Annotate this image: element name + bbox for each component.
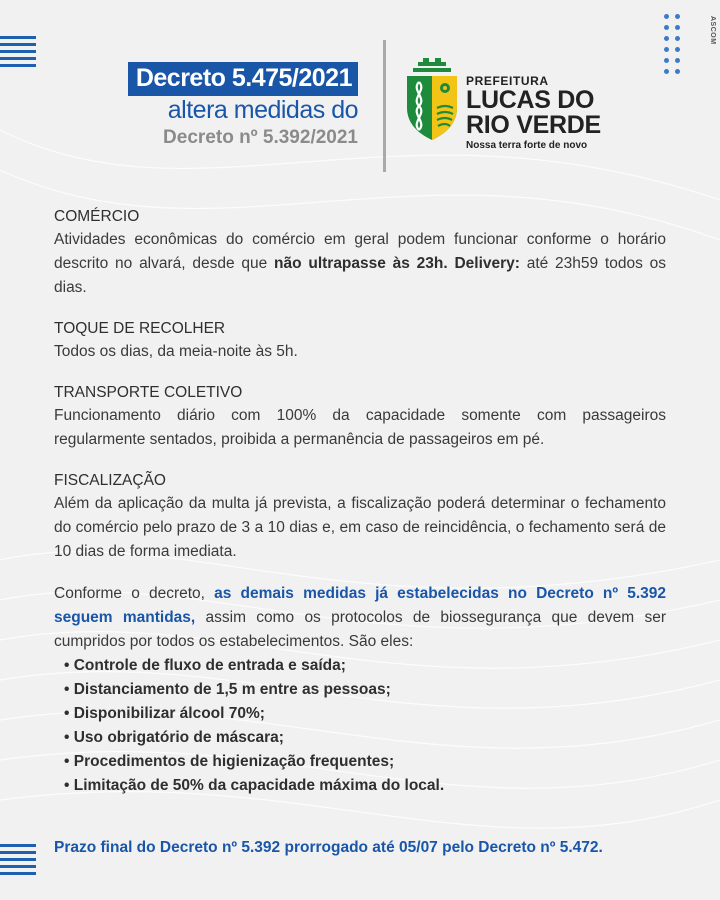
city-shield-logo [405, 58, 459, 142]
decree-content [54, 206, 666, 798]
list-item: • Limitação de 50% da capacidade máxima do local. [64, 774, 666, 798]
decor-stripes-top [0, 36, 36, 71]
list-item: • Distanciamento de 1,5 m entre as pessoas; [64, 678, 666, 702]
section-comercio [54, 206, 666, 300]
section-title: FISCALIZAÇÃO [54, 472, 166, 489]
list-item: • Controle de fluxo de entrada e saída; [64, 654, 666, 678]
highlight-text: as demais medidas já estabelecidas no Decreto nº 5.392 seguem mantidas, [54, 585, 666, 626]
text-bold-part: não ultrapasse às 23h. Delivery: [274, 255, 520, 272]
deadline-note: Prazo final do Decreto nº 5.392 prorrogado até 05/07 pelo Decreto nº 5.472. [54, 839, 603, 856]
decree-reference: Decreto nº 5.392/2021 [163, 127, 358, 148]
decree-header [78, 62, 358, 149]
decree-subtitle: altera medidas do [167, 96, 358, 124]
ascom-label: ASCOM [709, 16, 716, 45]
header-divider [383, 40, 386, 172]
list-item: • Uso obrigatório de máscara; [64, 726, 666, 750]
list-item: • Disponibilizar álcool 70%; [64, 702, 666, 726]
section-title: TOQUE DE RECOLHER [54, 320, 226, 337]
brand-tagline: Nossa terra forte de novo [466, 140, 588, 151]
text-part: Conforme o decreto, [54, 585, 215, 602]
decor-stripes-bottom [0, 844, 36, 879]
brand-city-line2: RIO VERDE [466, 111, 601, 139]
section-text [54, 228, 666, 300]
brand-city-line1: LUCAS DO [466, 86, 595, 114]
section-text: Todos os dias, da meia-noite às 5h. [54, 343, 298, 360]
list-item: • Procedimentos de higienização frequentes; [64, 750, 666, 774]
section-title: TRANSPORTE COLETIVO [54, 384, 243, 401]
conclusion-text [54, 582, 666, 654]
brand-prefeitura: PREFEITURA [466, 74, 549, 88]
section-fiscalizacao [54, 470, 666, 564]
section-text: Funcionamento diário com 100% da capacidade somente com passageiros regularmente sentados, proibida a permanência de passageiros em pé. [54, 407, 666, 448]
text-part: Atividades econômicas do comércio em geral podem funcionar conforme o horário descrito no alvará, desde que [54, 231, 666, 272]
protocol-list [64, 654, 666, 798]
section-toque-recolher [54, 318, 666, 364]
text-part: até 23h59 todos os dias. [54, 255, 666, 296]
text-part: assim como os protocolos de biossegurança que devem ser cumpridos por todos os estabelecimentos. São eles: [54, 609, 666, 650]
city-brand [466, 74, 601, 151]
section-title: COMÉRCIO [54, 208, 140, 225]
section-text: Além da aplicação da multa já prevista, a fiscalização poderá determinar o fechamento do comércio pelo prazo de 3 a 10 dias e, em caso de reincidência, o fechamento será de 10 dias de forma imediata. [54, 495, 666, 560]
conclusion [54, 582, 666, 798]
decor-dot-grid [664, 14, 704, 84]
decree-badge: Decreto 5.475/2021 [128, 62, 358, 96]
section-transporte [54, 382, 666, 452]
